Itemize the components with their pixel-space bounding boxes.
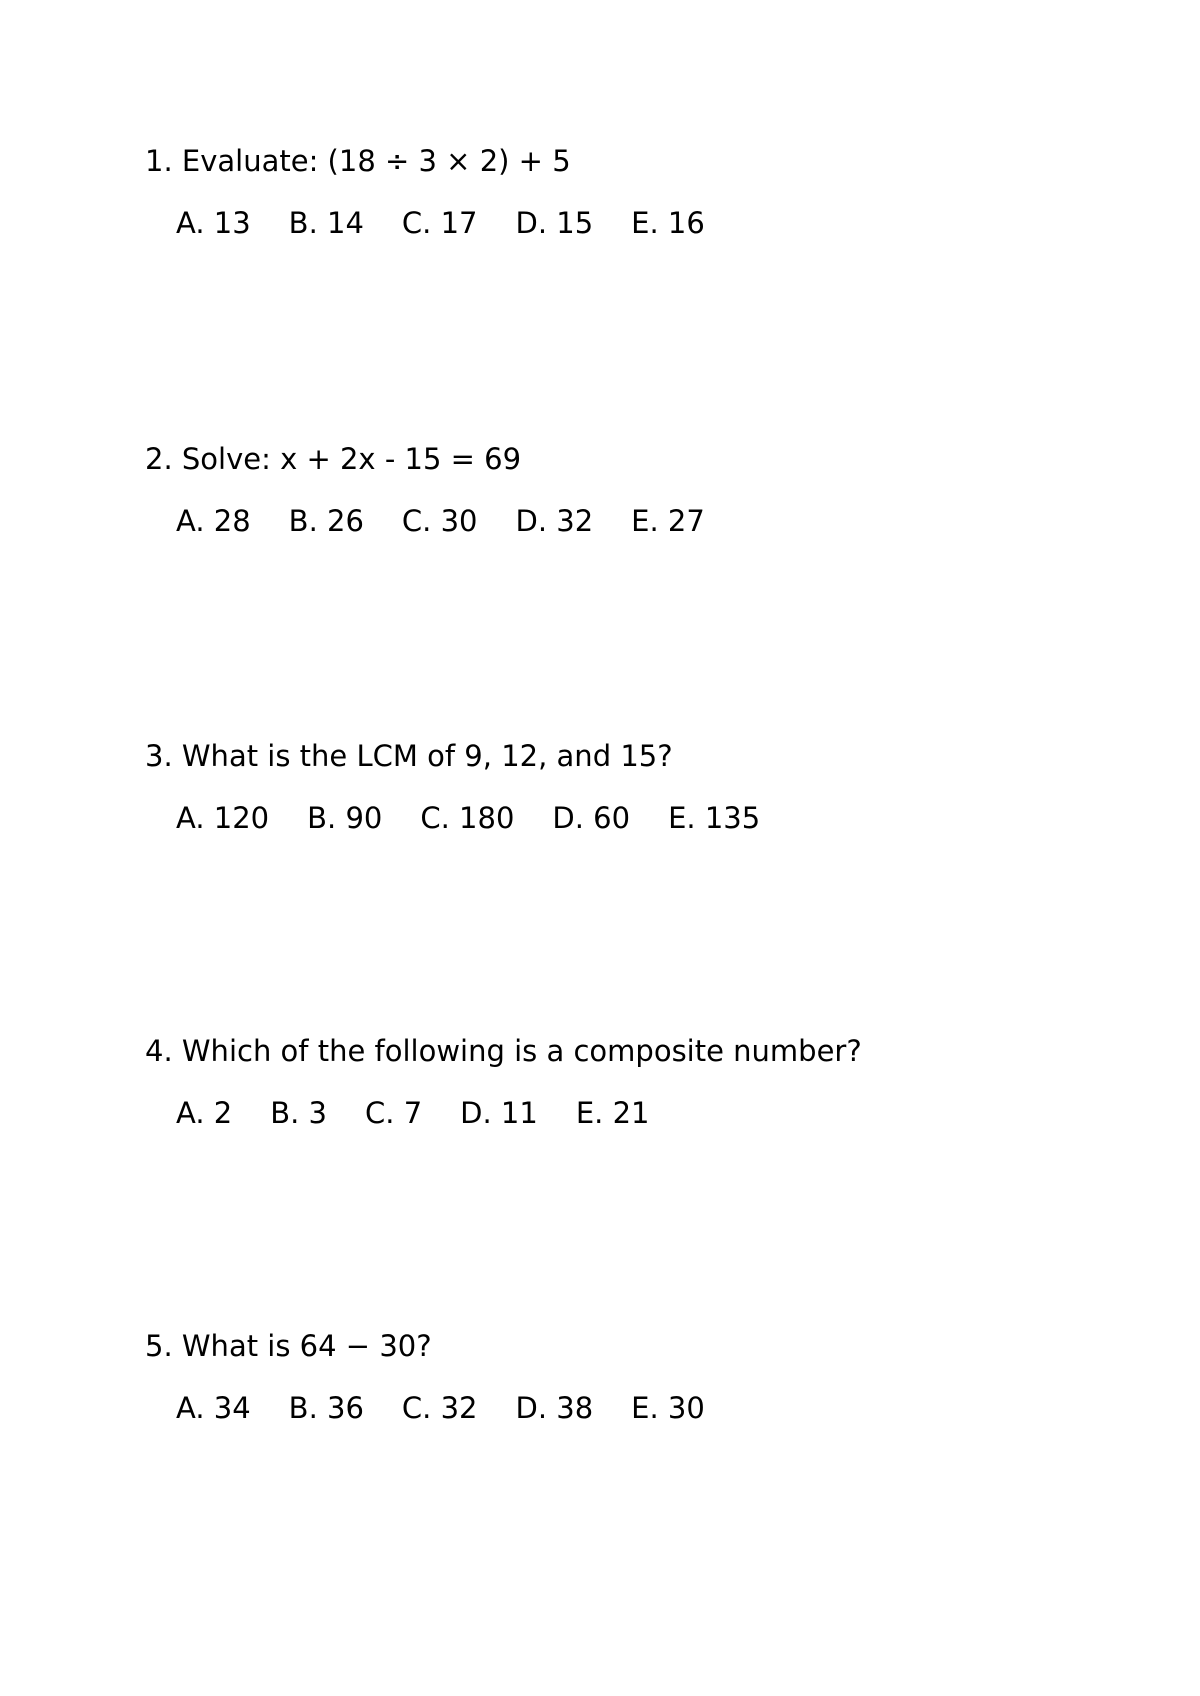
option-c: C. 17 [401,206,478,240]
question-1 [145,144,1145,240]
question-2 [145,442,1145,538]
option-d: D. 11 [460,1096,538,1130]
answer-options [176,1096,650,1130]
option-c: C. 30 [401,504,478,538]
option-c: C. 7 [365,1096,423,1130]
option-e: E. 21 [575,1096,650,1130]
option-d: D. 60 [552,801,631,835]
option-a: A. 34 [176,1391,251,1425]
question-text: 5. What is 64 − 30? [145,1329,432,1363]
question-text: 2. Solve: x + 2x - 15 = 69 [145,442,522,476]
option-a: A. 2 [176,1096,233,1130]
option-d: D. 32 [515,504,594,538]
option-e: E. 16 [631,206,705,240]
answer-options [176,1391,705,1425]
option-a: A. 13 [176,206,251,240]
question-4 [145,1034,1145,1130]
option-d: D. 38 [515,1391,594,1425]
option-e: E. 27 [631,504,705,538]
answer-options [176,206,705,240]
option-d: D. 15 [515,206,594,240]
option-e: E. 135 [668,801,761,835]
option-e: E. 30 [631,1391,705,1425]
question-5 [145,1329,1145,1425]
option-a: A. 28 [176,504,251,538]
question-3 [145,739,1145,835]
option-b: B. 90 [307,801,383,835]
option-a: A. 120 [176,801,270,835]
option-b: B. 3 [270,1096,328,1130]
answer-options [176,504,705,538]
option-b: B. 14 [288,206,364,240]
question-text: 3. What is the LCM of 9, 12, and 15? [145,739,673,773]
answer-options [176,801,760,835]
option-c: C. 180 [420,801,515,835]
question-text: 4. Which of the following is a composite number? [145,1034,862,1068]
option-b: B. 36 [288,1391,364,1425]
option-b: B. 26 [288,504,364,538]
option-c: C. 32 [401,1391,478,1425]
question-text: 1. Evaluate: (18 ÷ 3 × 2) + 5 [145,144,571,178]
